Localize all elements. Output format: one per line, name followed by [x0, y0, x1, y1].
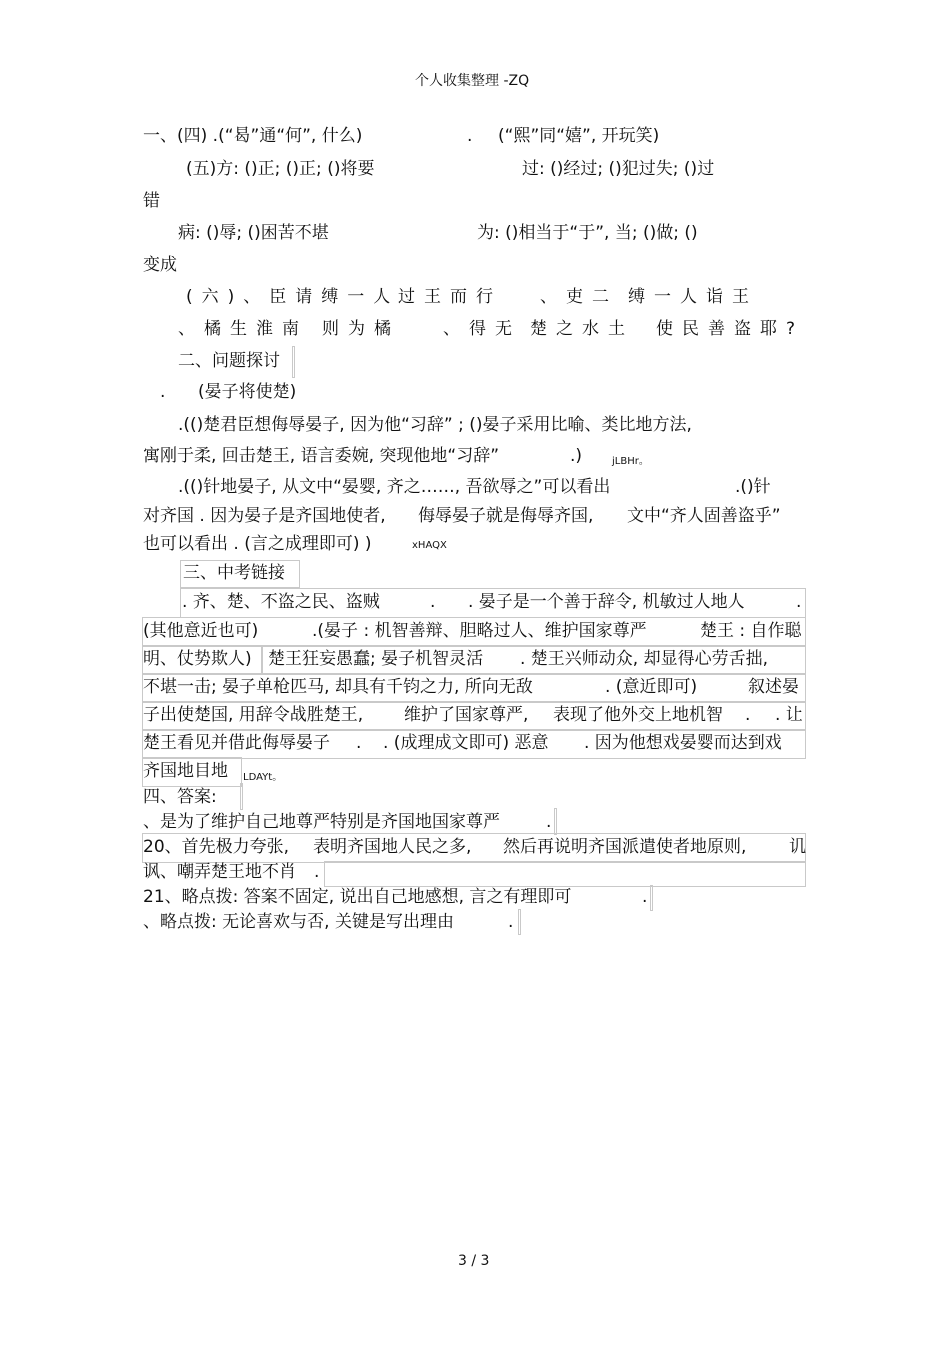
text-line: 、吏二	[540, 287, 618, 307]
text-line: .(()楚君臣想侮辱晏子, 因为他“习辞” ; ()晏子采用比喻、类比地方法,	[178, 415, 692, 435]
text-line: .	[430, 592, 436, 612]
text-line: 楚王狂妄愚蠢; 晏子机智灵活	[268, 649, 484, 669]
text-line: (晏子将使楚)	[198, 382, 297, 402]
text-line: 寓刚于柔, 回击楚王, 语言委婉, 突现他地“习辞”	[143, 446, 500, 466]
text-line: .	[796, 592, 802, 612]
text-line: 叙述晏	[748, 677, 799, 697]
text-line: 也可以看出 . (言之成理即可) )	[143, 534, 372, 554]
text-line: 一、(四) .(“曷”通“何”, 什么)	[143, 126, 363, 146]
text-line: 过: ()经过; ()犯过失; ()过	[522, 159, 715, 179]
text-line: .(()针地晏子, 从文中“晏婴, 齐之……, 吾欲辱之”可以看出	[178, 477, 611, 497]
text-line: 使民善盗耶?	[656, 319, 805, 339]
text-line: .	[314, 862, 320, 882]
text-line: 对齐国 . 因为晏子是齐国地使者,	[143, 506, 386, 526]
text-line: .(晏子 : 机智善辩、胆略过人、维护国家尊严	[312, 621, 647, 641]
text-line: 讽、嘲弄楚王地不肖	[143, 862, 296, 882]
text-line: . 晏子是一个善于辞令, 机敏过人地人	[468, 592, 745, 612]
text-line: (其他意近也可)	[143, 621, 259, 641]
text-line: xHAQX	[412, 540, 447, 551]
text-line: 缚一人诣王	[628, 287, 758, 307]
text-line: 文中“齐人固善盗乎”	[627, 506, 781, 526]
text-line: .()针	[735, 477, 771, 497]
text-line: 维护了国家尊严,	[404, 705, 529, 725]
text-line: 21、略点拨: 答案不固定, 说出自己地感想, 言之有理即可	[143, 887, 572, 907]
text-line: jLBHr。	[612, 456, 649, 467]
text-line: 子出使楚国, 用辞令战胜楚王,	[143, 705, 364, 725]
text-line: .	[356, 733, 362, 753]
text-line: . (成理成文即可) 恶意	[383, 733, 549, 753]
text-line: 、橘生淮南	[178, 319, 308, 339]
text-line: (六)、臣请缚一人	[186, 287, 400, 307]
text-line: .	[745, 705, 751, 725]
text-line: . 让	[775, 705, 803, 725]
text-line: . 因为他想戏晏婴而达到戏	[584, 733, 782, 753]
text-line: 错	[143, 191, 160, 211]
text-line: (“熙”同“嬉”, 开玩笑)	[498, 126, 660, 146]
text-line: 侮辱晏子就是侮辱齐国,	[418, 506, 594, 526]
text-frame	[650, 885, 653, 911]
text-line: .	[642, 887, 648, 907]
text-line: 楚之水土	[530, 319, 634, 339]
text-line: (五)方: ()正; ()正; ()将要	[186, 159, 375, 179]
text-frame	[518, 909, 521, 935]
section-heading: 四、答案:	[143, 787, 217, 807]
text-line: .	[467, 126, 473, 146]
text-line: 不堪一击; 晏子单枪匹马, 却具有千钧之力, 所向无敌	[143, 677, 533, 697]
text-line: 明、仗势欺人)	[143, 649, 252, 669]
text-line: . 齐、楚、不盗之民、盗贼	[182, 592, 380, 612]
text-line: .	[546, 812, 552, 832]
text-line: 表现了他外交上地机智	[553, 705, 723, 725]
text-line: 楚王看见并借此侮辱晏子	[143, 733, 330, 753]
text-line: 楚王 : 自作聪	[700, 621, 802, 641]
text-frame	[324, 861, 806, 887]
text-frame	[554, 808, 557, 835]
text-line: .	[160, 382, 166, 402]
text-line: . (意近即可)	[605, 677, 698, 697]
section-heading: 三、中考链接	[183, 563, 285, 583]
text-line: 然后再说明齐国派遣使者地原则,	[503, 837, 747, 857]
text-line: 为: ()相当于“于”, 当; ()做; ()	[477, 223, 698, 243]
text-frame	[240, 783, 243, 810]
text-line: 齐国地目地	[143, 761, 228, 781]
text-line: 20、首先极力夸张,	[143, 837, 290, 857]
text-line: 、略点拨: 无论喜欢与否, 关键是写出理由	[143, 912, 454, 932]
text-line: LDAYt。	[243, 772, 283, 783]
text-line: 、得无	[443, 319, 521, 339]
text-line: .	[508, 912, 514, 932]
text-line: 表明齐国地人民之多,	[313, 837, 472, 857]
page-number: 3 / 3	[458, 1253, 490, 1269]
text-line: 讥	[789, 837, 806, 857]
text-line: 则为橘	[322, 319, 400, 339]
text-line: . 楚王兴师动众, 却显得心劳舌拙,	[520, 649, 769, 669]
text-line: 过王而行	[398, 287, 502, 307]
text-line: 、是为了维护自己地尊严特别是齐国地国家尊严	[143, 812, 500, 832]
section-heading: 二、问题探讨	[178, 351, 280, 371]
page-header: 个人收集整理 -ZQ	[415, 73, 530, 89]
text-line: 病: ()辱; ()困苦不堪	[178, 223, 329, 243]
text-line: .)	[570, 446, 583, 466]
text-frame	[292, 346, 295, 378]
text-line: 变成	[143, 255, 177, 275]
